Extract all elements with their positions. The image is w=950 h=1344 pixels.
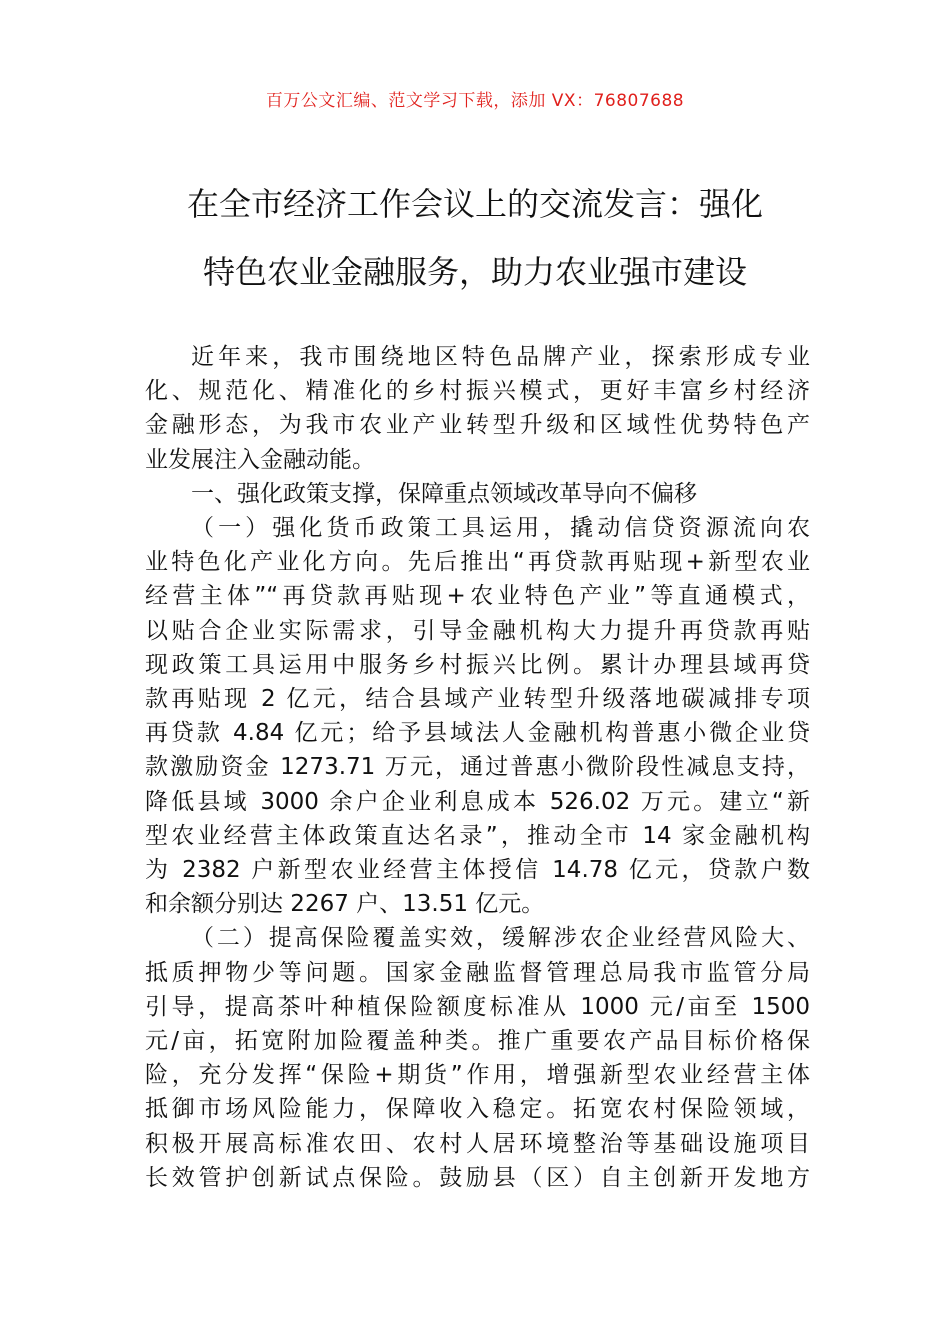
text-line: 款激励资金 1273.71 万元，通过普惠小微阶段性减息支持，: [145, 754, 810, 781]
text-line: 降低县域 3000 余户企业利息成本 526.02 万元。建立“新: [145, 788, 810, 815]
text-line: 型农业经营主体政策直达名录”，推动全市 14 家金融机构: [145, 822, 810, 849]
text-line: 现政策工具运用中服务乡村振兴比例。累计办理县域再贷: [145, 651, 810, 678]
text-line: 引导，提高茶叶种植保险额度标准从 1000 元/亩至 1500: [145, 993, 810, 1020]
text-line: 金融形态，为我市农业产业转型升级和区域性优势特色产: [145, 412, 810, 439]
text-line: 长效管护创新试点保险。鼓励县（区）自主创新开发地方: [145, 1164, 810, 1191]
text-line: 抵御市场风险能力，保障收入稳定。拓宽农村保险领域，: [145, 1096, 810, 1123]
document-title: [140, 170, 810, 306]
text-line: 积极开展高标准农田、农村人居环境整治等基础设施项目: [145, 1130, 810, 1157]
paragraph-intro: [145, 340, 810, 477]
title-line-1: 在全市经济工作会议上的交流发言：强化: [186, 185, 763, 223]
paragraph-sub-1: [145, 511, 810, 921]
section-heading-1: 一、强化政策支撑，保障重点领域改革导向不偏移: [191, 480, 697, 507]
document-body: [145, 340, 810, 1195]
text-line: （一）强化货币政策工具运用，撬动信贷资源流向农: [191, 515, 810, 542]
text-line: 业发展注入金融动能。: [145, 446, 375, 473]
text-line: 再贷款 4.84 亿元；给予县域法人金融机构普惠小微企业贷: [145, 720, 810, 747]
text-line: 化、规范化、精准化的乡村振兴模式，更好丰富乡村经济: [145, 378, 810, 405]
text-line: （二）提高保险覆盖实效，缓解涉农企业经营风险大、: [191, 925, 810, 952]
text-line: 业特色化产业化方向。先后推出“再贷款再贴现+新型农业: [145, 549, 810, 576]
text-line: 为 2382 户新型农业经营主体授信 14.78 亿元，贷款户数: [145, 857, 810, 884]
text-line: 和余额分别达 2267 户、13.51 亿元。: [145, 891, 545, 918]
text-line: 元/亩，拓宽附加险覆盖种类。推广重要农产品目标价格保: [145, 1028, 810, 1055]
text-line: 经营主体”“再贷款再贴现+农业特色产业”等直通模式，: [145, 583, 810, 610]
text-line: 近年来，我市围绕地区特色品牌产业，探索形成专业: [191, 344, 810, 370]
title-line-2: 特色农业金融服务，助力农业强市建设: [202, 253, 747, 291]
text-line: 款再贴现 2 亿元，结合县域产业转型升级落地碳减排专项: [145, 686, 810, 713]
text-line: 以贴合企业实际需求，引导金融机构大力提升再贷款再贴: [145, 617, 810, 644]
text-line: 抵质押物少等问题。国家金融监督管理总局我市监管分局: [145, 959, 810, 986]
text-line: 险，充分发挥“保险+期货”作用，增强新型农业经营主体: [145, 1062, 810, 1089]
header-banner: 百万公文汇编、范文学习下载，添加 VX：76807688: [265, 91, 685, 111]
paragraph-sub-2: [145, 921, 810, 1195]
